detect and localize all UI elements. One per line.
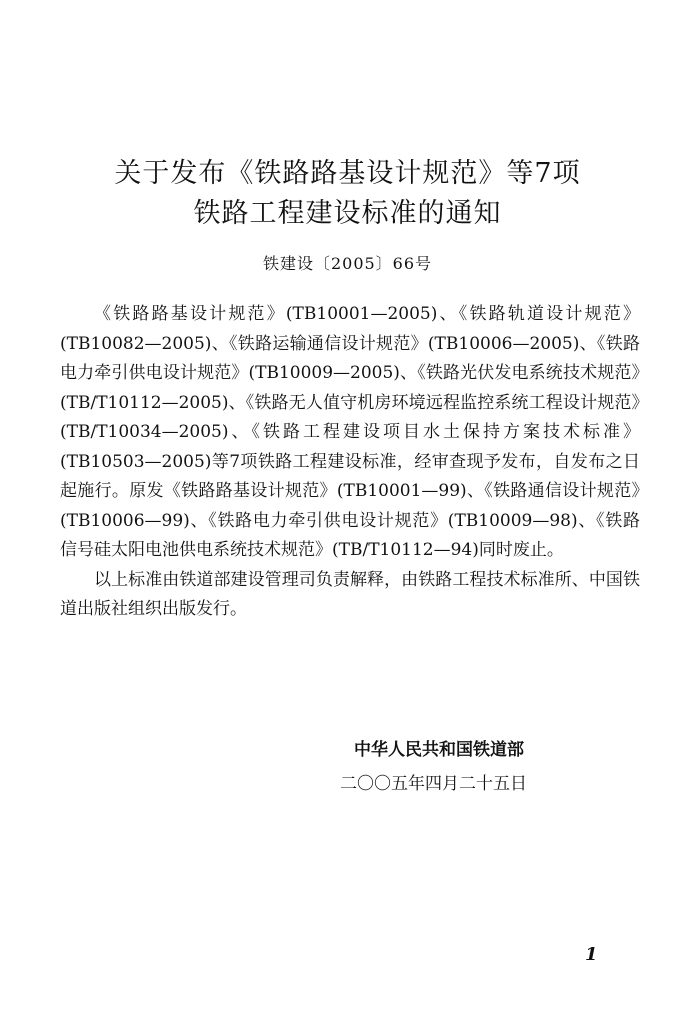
signature-organization: 中华人民共和国铁道部 [354, 740, 524, 760]
title-line-2: 铁路工程建设标准的通知 [193, 198, 502, 229]
document-body [60, 300, 640, 625]
page-number: 1 [585, 944, 598, 965]
document-number: 铁建设〔2005〕66号 [262, 254, 433, 273]
signature-date: 二〇〇五年四月二十五日 [340, 774, 527, 794]
paragraph-1: 《铁路路基设计规范》(TB10001—2005)、《铁路轨道设计规范》(TB10082—2005)、《铁路运输通信设计规范》(TB10006—2005)、《铁路电力牵引供电设计规范》(TB10009—2005)、《铁路光伏发电系统技术规范》(TB/T10112—2005)、《铁路无人值守机房环境远程监控系统工程设计规范》(TB/T10034—2005)、《铁路工程建设项目水土保持方案技术标准》(TB10503—2005)等7项铁路工程建设标准，经审查现予发布，自发布之日起施行。原发《铁路路基设计规范》(TB10001—99)、《铁路通信设计规范》(TB10006—99)、《铁路电力牵引供电设计规范》(TB10009—98)、《铁路信号硅太阳电池供电系统技术规范》(TB/T10112—94)同时废止。 [60, 304, 640, 560]
signature-block [340, 736, 580, 798]
paragraph-2: 以上标准由铁道部建设管理司负责解释，由铁路工程技术标准所、中国铁道出版社组织出版发行。 [60, 569, 640, 619]
title-line-1: 关于发布《铁路路基设计规范》等7项 [114, 158, 581, 189]
